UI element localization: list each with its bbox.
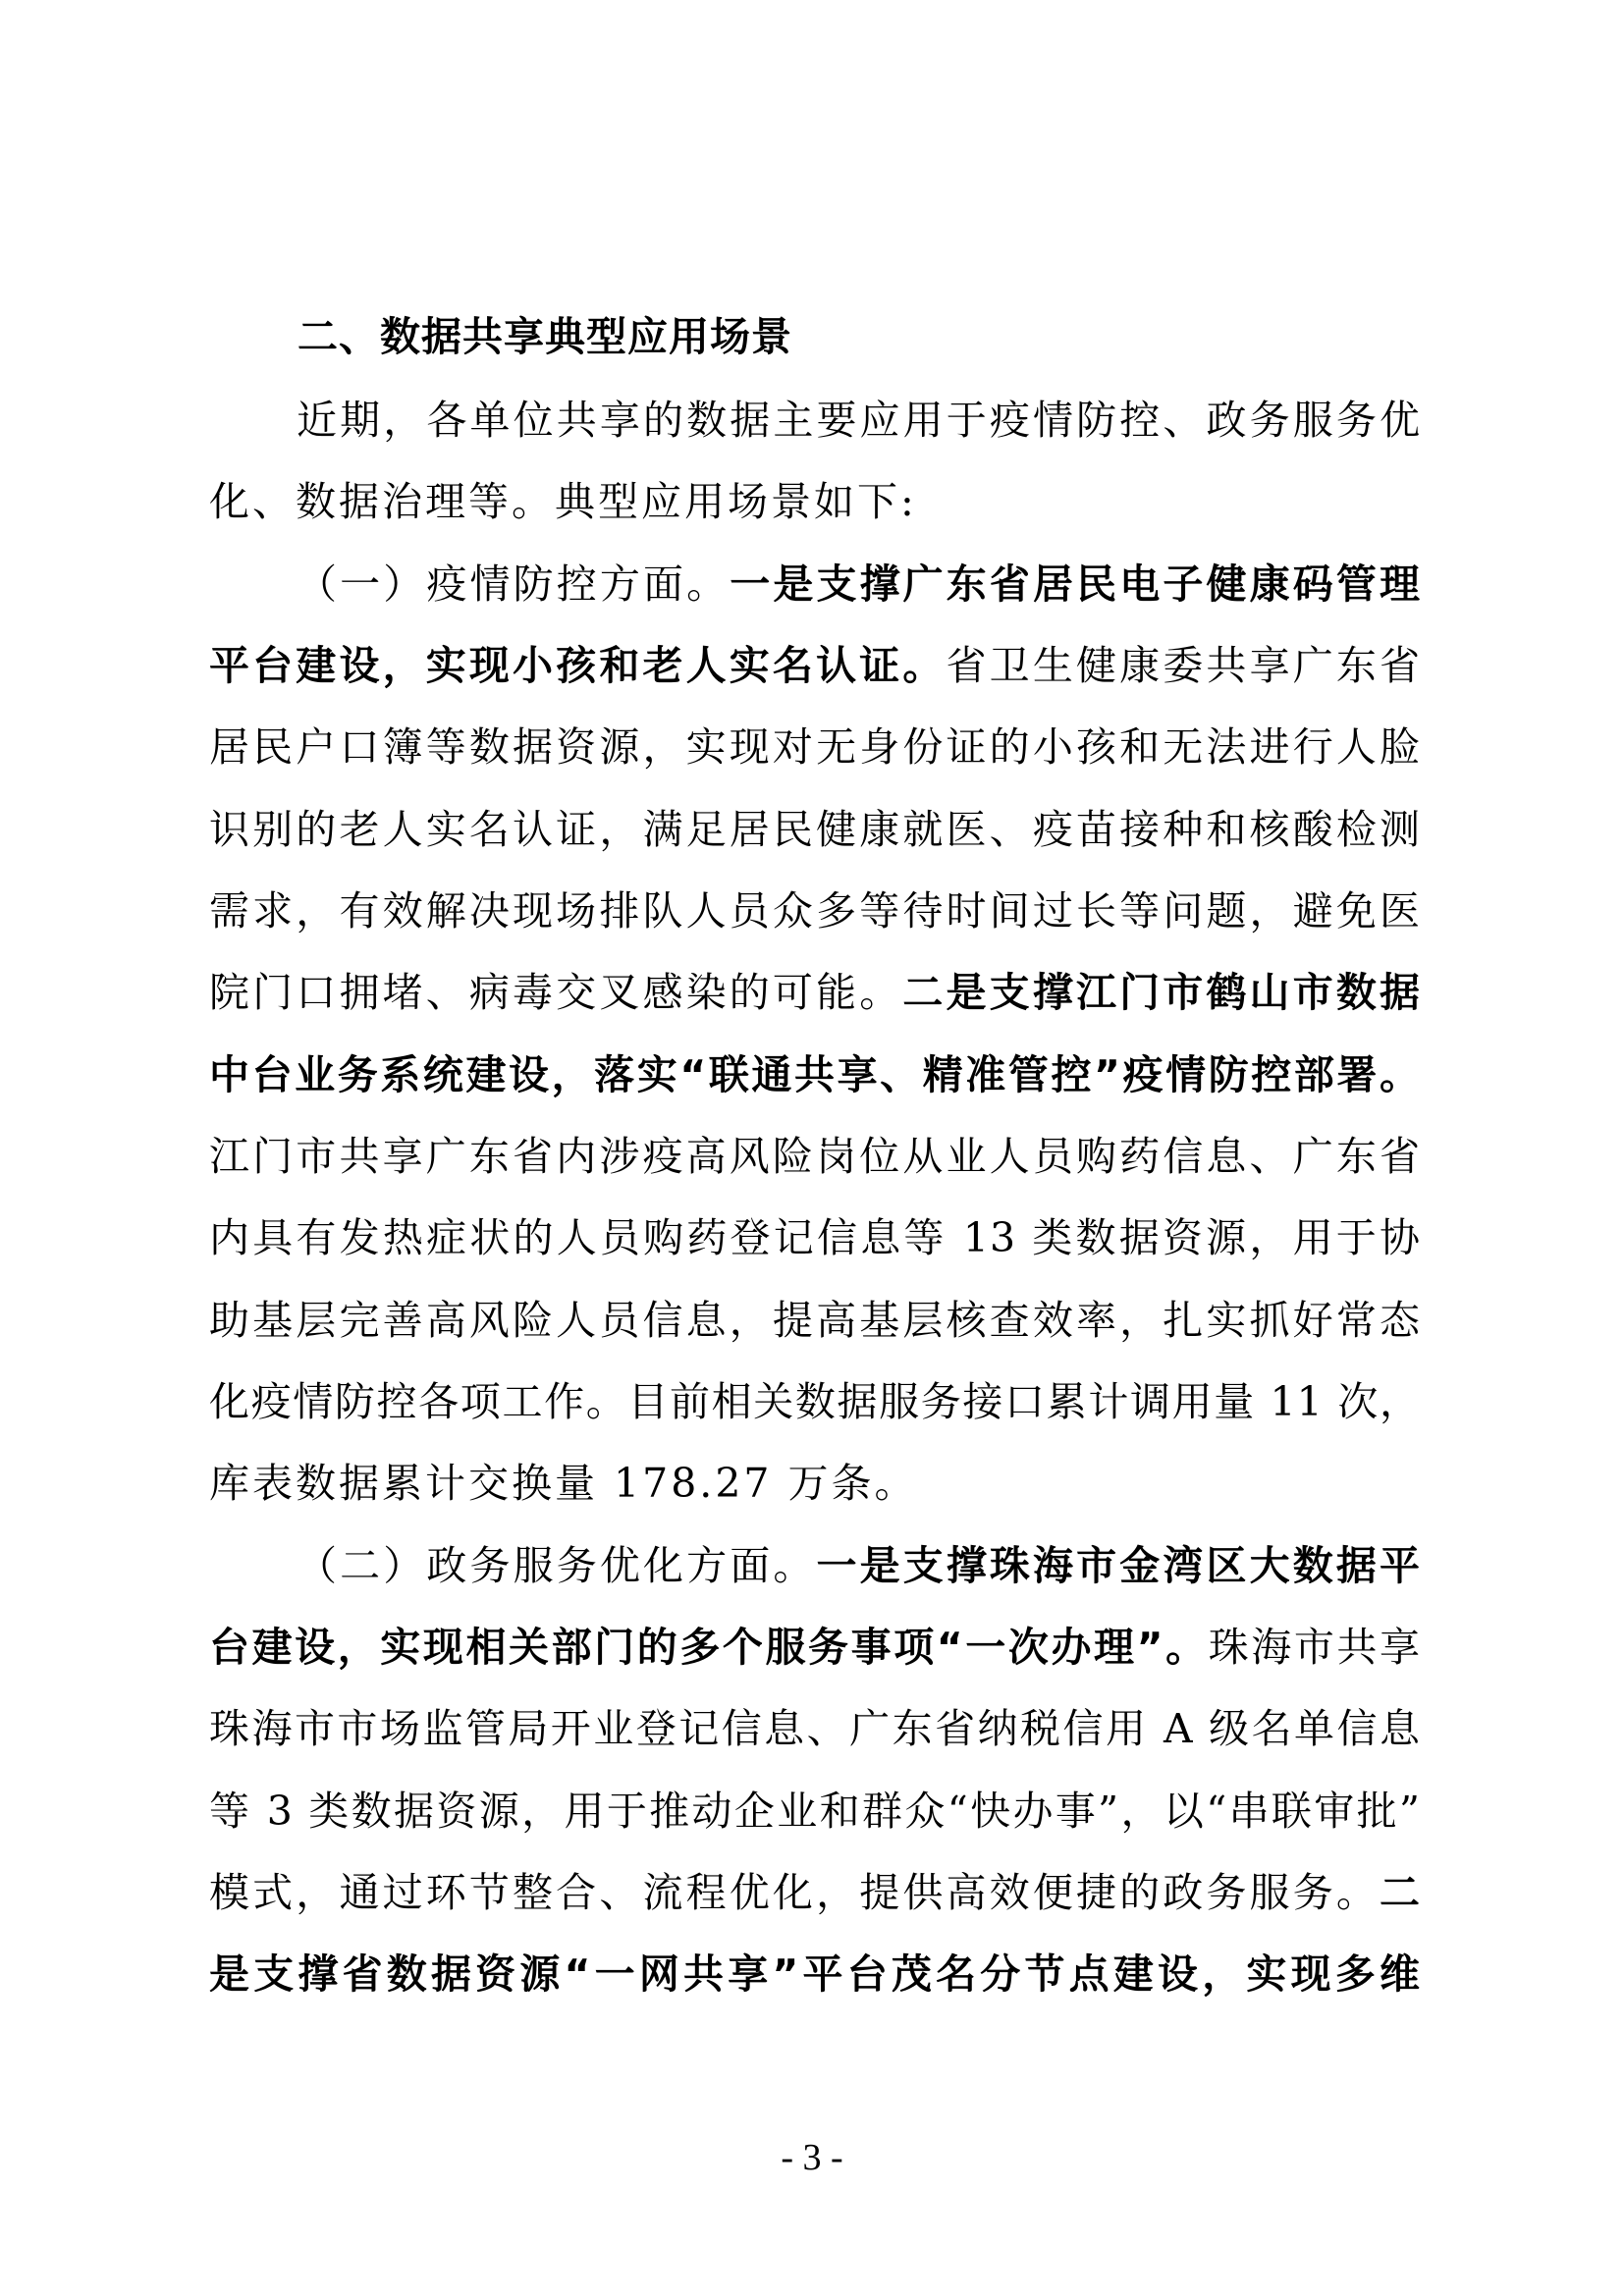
text-segment: 化疫情防控各项工作。目前相关数据服务接口累计调用量 11 次， xyxy=(209,1378,1421,1425)
text-segment: 助基层完善高风险人员信息，提高基层核查效率，扎实抓好常态 xyxy=(209,1297,1421,1344)
text-line xyxy=(209,951,1421,1034)
text-segment: 近期，各单位共享的数据主要应用于疫情防控、政务服务优 xyxy=(297,397,1421,444)
text-line xyxy=(209,1034,1421,1116)
text-segment: 珠海市共享 xyxy=(1208,1624,1422,1671)
text-line xyxy=(209,870,1421,952)
text-line xyxy=(209,1606,1421,1688)
text-segment: 需求，有效解决现场排队人员众多等待时间过长等问题，避免医 xyxy=(209,887,1421,934)
bold-text-segment: 一是支撑珠海市金湾区大数据平 xyxy=(816,1542,1422,1589)
text-segment: 识别的老人实名认证，满足居民健康就医、疫苗接种和核酸检测 xyxy=(209,806,1421,853)
text-line xyxy=(209,460,1421,543)
text-segment: 库表数据累计交换量 178.27 万条。 xyxy=(209,1460,918,1507)
text-line xyxy=(209,624,1421,707)
text-segment: 珠海市市场监管局开业登记信息、广东省纳税信用 A 级名单信息 xyxy=(209,1705,1421,1752)
bold-text-segment: 是支撑省数据资源“一网共享”平台茂名分节点建设，实现多维 xyxy=(209,1950,1421,1998)
text-line xyxy=(209,1851,1421,1934)
text-line xyxy=(209,1770,1421,1852)
text-segment: 化、数据治理等。典型应用场景如下: xyxy=(209,478,917,525)
page-number: - 3 - xyxy=(781,2137,843,2178)
text-line xyxy=(209,1279,1421,1362)
text-line xyxy=(209,706,1421,788)
bold-text-segment: 二是支撑江门市鹤山市数据 xyxy=(902,969,1422,1016)
bold-text-segment: 平台建设，实现小孩和老人实名认证。 xyxy=(209,642,947,689)
text-line xyxy=(297,543,1421,625)
bold-text-segment: 台建设，实现相关部门的多个服务事项“一次办理”。 xyxy=(209,1624,1209,1671)
text-segment: 省卫生健康委共享广东省 xyxy=(946,642,1422,689)
text-segment: 院门口拥堵、病毒交叉感染的可能。 xyxy=(209,969,903,1016)
text-line xyxy=(209,1361,1421,1443)
text-line xyxy=(209,788,1421,871)
bold-text-segment: 中台业务系统建设，落实“联通共享、精准管控”疫情防控部署。 xyxy=(209,1051,1421,1098)
text-line xyxy=(209,1687,1421,1770)
section-heading: 二、数据共享典型应用场景 xyxy=(298,313,792,360)
text-line xyxy=(297,1524,1421,1607)
bold-text-segment: 一是支撑广东省居民电子健康码管理 xyxy=(730,561,1422,608)
text-segment: 江门市共享广东省内涉疫高风险岗位从业人员购药信息、广东省 xyxy=(209,1133,1421,1180)
text-line xyxy=(297,379,1421,461)
text-segment: 等 3 类数据资源，用于推动企业和群众“快办事”，以“串联审批” xyxy=(209,1788,1421,1835)
text-segment: 居民户口簿等数据资源，实现对无身份证的小孩和无法进行人脸 xyxy=(209,723,1421,771)
text-line xyxy=(209,1197,1421,1279)
text-segment: （一）疫情防控方面。 xyxy=(297,561,731,608)
text-segment: （二）政务服务优化方面。 xyxy=(297,1542,817,1589)
text-segment: 内具有发热症状的人员购药登记信息等 13 类数据资源，用于协 xyxy=(209,1214,1421,1261)
text-line xyxy=(209,1115,1421,1198)
text-line xyxy=(209,1442,1421,1524)
bold-text-segment: 二 xyxy=(1380,1869,1421,1916)
text-line xyxy=(209,1933,1421,2015)
text-segment: 模式，通过环节整合、流程优化，提供高效便捷的政务服务。 xyxy=(209,1869,1380,1916)
